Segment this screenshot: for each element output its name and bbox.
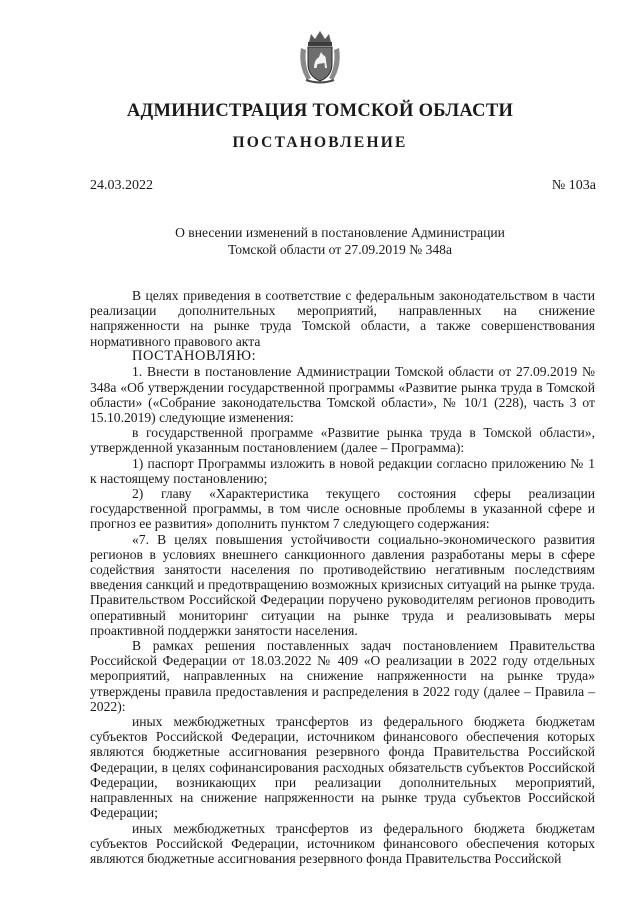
body-paragraph: В рамках решения поставленных задач постановлением Правительства Российской Федерации от 18.03.2022 № 409 «О реализации в 2022 году отдельных мероприятий, направленных на снижение напряженности на рынке труда» утверждены правила предоставления и распределения в 2022 году (далее – Правила – 2022):	[90, 638, 595, 714]
document-type: ПОСТАНОВЛЕНИЕ	[232, 134, 408, 151]
body-paragraph: 1. Внести в постановление Администрации Томской области от 27.09.2019 № 348а «Об утверждении государственной программы «Развитие рынка труда в Томской области» («Собрание законодательства Томской области», № 10/1 (228), часть 3 от 15.10.2019) следующие изменения:	[90, 364, 595, 426]
body-paragraph: 1) паспорт Программы изложить в новой редакции согласно приложению № 1 к настоящему постановлению;	[90, 455, 595, 486]
body-paragraph: иных межбюджетных трансфертов из федерального бюджета бюджетам субъектов Российской Федерации, источником финансового обеспечения которых являются бюджетные ассигнования резервного фонда Правительства Российской Федерации, в целях софинансирования расходных обязательств субъектов Российской Федерации, возникающих при реализации дополнительных мероприятий, направленных на снижение напряженности на рынке труда субъектов Российской Федерации;	[90, 714, 595, 821]
document-number: № 103а	[551, 178, 596, 193]
preamble-paragraph: В целях приведения в соответствие с федеральным законодательством в части реализации дополнительных мероприятий, направленных на снижение напряженности на рынке труда Томской области, а также совершенствования нормативного правового акта	[90, 288, 595, 349]
document-body	[90, 288, 595, 868]
subject-line: Томской области от 27.09.2019 № 348а	[228, 242, 452, 257]
document-date: 24.03.2022	[90, 178, 153, 193]
organization-title: АДМИНИСТРАЦИЯ ТОМСКОЙ ОБЛАСТИ	[126, 101, 514, 121]
body-paragraph: «7. В целях повышения устойчивости социально-экономического развития регионов в условиях внешнего санкционного давления разработаны меры в сфере содействия занятости населения по противодействию негативным последствиям введения санкций и предотвращению возможных кризисных ситуаций на рынке труда. Правительством Российской Федерации поручено руководителям регионов проводить оперативный мониторинг ситуации на рынке труда и реализовывать меры проактивной поддержки занятости населения.	[90, 531, 595, 638]
decree-word: ПОСТАНОВЛЯЮ:	[132, 347, 257, 364]
subject-line: О внесении изменений в постановление Администрации	[175, 225, 505, 240]
body-paragraph: 2) главу «Характеристика текущего состояния сферы реализации государственной программы, в том числе основные проблемы в указанной сфере и прогноз ее развития» дополнить пунктом 7 следующего содержания:	[90, 486, 595, 532]
document-subject	[150, 224, 530, 258]
tomsk-region-coat-of-arms-icon	[297, 28, 343, 84]
body-paragraph: в государственной программе «Развитие рынка труда в Томской области», утвержденной указанным постановлением (далее – Программа):	[90, 425, 595, 456]
body-paragraph: иных межбюджетных трансфертов из федерального бюджета бюджетам субъектов Российской Федерации, источником финансового обеспечения которых являются бюджетные ассигнования резервного фонда Правительства Российской	[90, 820, 595, 866]
page-continuation	[90, 821, 595, 868]
